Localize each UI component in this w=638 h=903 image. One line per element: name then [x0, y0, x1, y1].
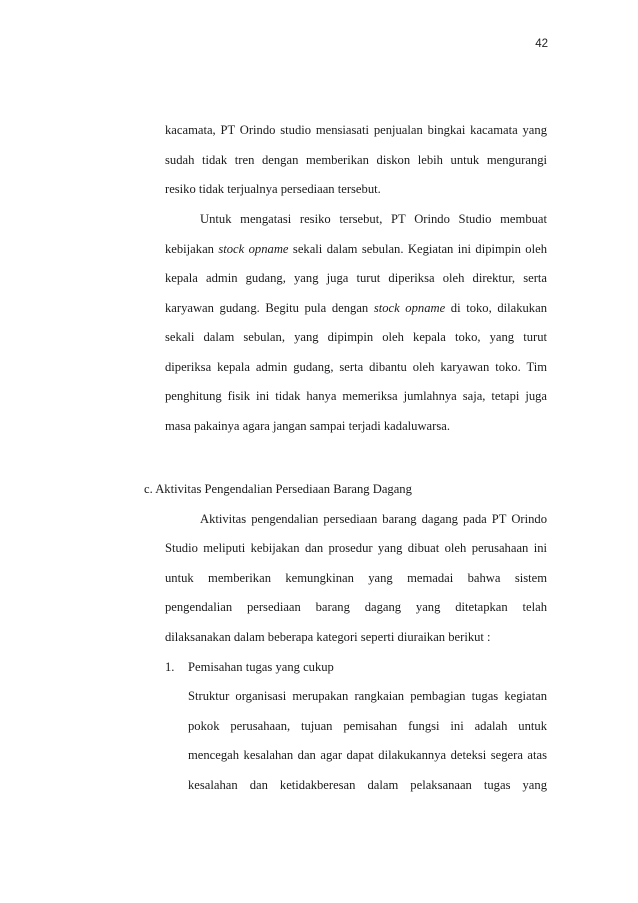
paragraph-line: pengendalian persediaan barang dagang yang ditetapkan telah	[165, 600, 547, 614]
paragraph-line: kesalahan dan ketidakberesan dalam pelaksanaan tugas yang	[188, 778, 547, 792]
paragraph-line: resiko tidak terjualnya persediaan tersebut.	[165, 182, 381, 196]
list-marker: 1.	[165, 660, 175, 674]
paragraph-line	[165, 241, 547, 257]
italic-term: stock opname	[218, 242, 289, 256]
list-item-title: Pemisahan tugas yang cukup	[188, 660, 334, 674]
paragraph-first-line	[200, 511, 547, 527]
paragraph-line: Struktur organisasi merupakan rangkaian pembagian tugas kegiatan	[188, 689, 547, 703]
paragraph-line: pokok perusahaan, tujuan pemisahan fungsi ini adalah untuk	[188, 719, 547, 733]
paragraph-line: dilaksanakan dalam beberapa kategori seperti diuraikan berikut :	[165, 630, 491, 644]
page-number: 42	[535, 38, 548, 50]
paragraph-line: masa pakainya agara jangan sampai terjadi kadaluwarsa.	[165, 419, 450, 433]
section-heading: c. Aktivitas Pengendalian Persediaan Barang Dagang	[144, 482, 412, 496]
paragraph-line: penghitung fisik ini tidak hanya memeriksa jumlahnya saja, tetapi juga	[165, 389, 547, 403]
paragraph-line: Studio meliputi kebijakan dan prosedur yang dibuat oleh perusahaan ini	[165, 541, 547, 555]
paragraph-line: Aktivitas pengendalian persediaan barang dagang pada PT Orindo	[200, 512, 547, 526]
paragraph-line: kacamata, PT Orindo studio mensiasati penjualan bingkai kacamata yang	[165, 123, 547, 137]
italic-term: stock opname	[373, 301, 446, 315]
paragraph-line: untuk memberikan kemungkinan yang memadai bahwa sistem	[165, 571, 547, 585]
paragraph-line: sekali dalam sebulan, yang dipimpin oleh kepala toko, yang turut	[165, 330, 547, 344]
text-run: kebijakan	[165, 242, 219, 256]
paragraph-line	[165, 300, 547, 316]
paragraph-first-line	[200, 211, 547, 227]
paragraph-line: mencegah kesalahan dan agar dapat dilakukannya deteksi segera atas	[188, 748, 547, 762]
paragraph-line: kepala admin gudang, yang juga turut diperiksa oleh direktur, serta	[165, 271, 547, 285]
text-run: karyawan gudang. Begitu pula dengan	[165, 301, 374, 315]
text-run: sekali dalam sebulan. Kegiatan ini dipimpin oleh	[288, 242, 547, 256]
paragraph-line: sudah tidak tren dengan memberikan diskon lebih untuk mengurangi	[165, 153, 547, 167]
paragraph-line: diperiksa kepala admin gudang, serta dibantu oleh karyawan toko. Tim	[165, 360, 547, 374]
text-run: di toko, dilakukan	[445, 301, 547, 315]
paragraph-line: Untuk mengatasi resiko tersebut, PT Orindo Studio membuat	[200, 212, 547, 226]
